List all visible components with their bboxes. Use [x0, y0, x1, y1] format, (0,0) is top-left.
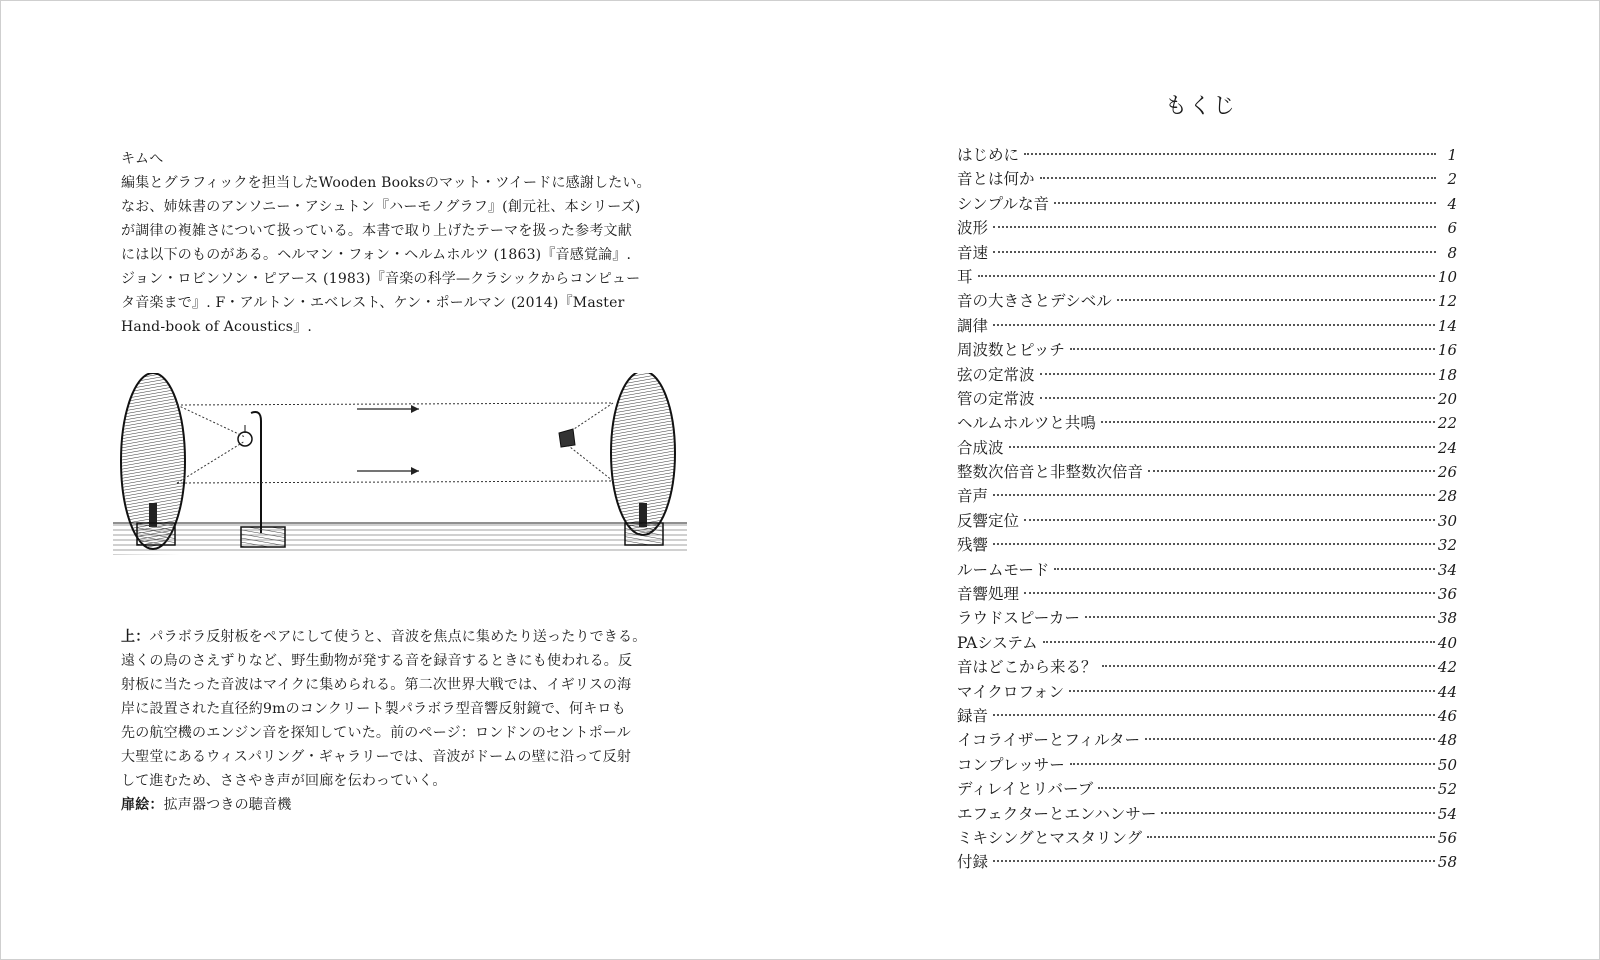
toc-entry-label: 付録	[957, 853, 989, 872]
toc-entry-label: ルームモード	[957, 560, 1050, 579]
toc-entry[interactable]	[957, 558, 1457, 582]
toc-entry-label: コンプレッサー	[957, 755, 1065, 774]
toc-leader-dots	[1024, 519, 1435, 521]
toc-leader-dots	[1024, 592, 1435, 594]
toc-leader-dots	[1069, 690, 1435, 692]
toc-page-number: 56	[1437, 828, 1457, 847]
toc-page-number: 26	[1437, 463, 1457, 482]
toc-page-number: 52	[1437, 780, 1457, 799]
caption-line: 岸に設置された直径約9mのコンクリート製パラボラ型音響反射鏡で、何キロも	[121, 701, 626, 717]
toc-leader-dots	[1040, 177, 1436, 179]
toc-entry[interactable]	[957, 728, 1457, 752]
dedication-line: タ音楽まで』. F・アルトン・エベレスト、ケン・ポールマン (2014)『Master	[121, 295, 625, 311]
toc-entry[interactable]	[957, 387, 1457, 411]
toc-entry-label: ラウドスピーカー	[957, 609, 1080, 628]
toc-page-number: 40	[1437, 633, 1457, 652]
toc-entry[interactable]	[957, 533, 1457, 557]
caption-line: 先の航空機のエンジン音を探知していた。前のページ：ロンドンのセントポール	[121, 725, 631, 741]
toc-entry[interactable]	[957, 655, 1457, 679]
toc-entry[interactable]	[957, 436, 1457, 460]
toc-entry-label: 管の定常波	[957, 389, 1035, 408]
toc-entry[interactable]	[957, 265, 1457, 289]
toc-entry-label: 整数次倍音と非整数次倍音	[957, 463, 1144, 482]
caption-endpaper-text: 拡声器つきの聴音機	[163, 797, 292, 813]
left-page	[1, 1, 801, 960]
toc-leader-dots	[993, 543, 1435, 545]
toc-entry-label: はじめに	[957, 146, 1020, 164]
toc-entry-label: 反響定位	[957, 511, 1020, 530]
dedication-line: Hand-book of Acoustics』.	[121, 319, 313, 335]
toc-entry-label: ディレイとリバーブ	[957, 780, 1094, 799]
toc-entry-label: シンプルな音	[957, 194, 1049, 213]
toc-page-number: 58	[1437, 853, 1457, 872]
table-of-contents	[957, 143, 1457, 875]
dedication-line: なお、姉妹書のアンソニー・アシュトン『ハーモノグラフ』(創元社、本シリーズ)	[121, 199, 641, 215]
toc-page-number: 10	[1437, 267, 1457, 286]
toc-leader-dots	[993, 251, 1436, 253]
toc-entry[interactable]	[957, 802, 1457, 826]
toc-page-number: 38	[1437, 609, 1457, 628]
dedication-line: ジョン・ロビンソン・ピアース (1983)『音楽の科学—クラシックからコンピュー	[121, 271, 641, 287]
dedication-line: が調律の複雑さについて扱っている。本書で取り上げたテーマを扱った参考文献	[121, 223, 632, 239]
toc-leader-dots	[1054, 202, 1436, 204]
toc-entry-label: エフェクターとエンハンサー	[957, 804, 1157, 823]
toc-page-number: 48	[1437, 731, 1457, 750]
toc-entry-label: 残響	[957, 536, 989, 555]
toc-page-number: 50	[1437, 755, 1457, 774]
toc-entry-label: 調律	[957, 316, 989, 335]
toc-leader-dots	[1040, 373, 1435, 375]
toc-entry[interactable]	[957, 143, 1457, 167]
toc-page-number: 42	[1437, 658, 1457, 677]
toc-entry-label: マイクロフォン	[957, 682, 1065, 701]
toc-leader-dots	[1148, 470, 1435, 472]
toc-entry[interactable]	[957, 338, 1457, 362]
parabolic-reflectors-engraving	[113, 373, 687, 573]
caption-line	[121, 793, 683, 817]
dedication-text	[121, 147, 681, 339]
toc-entry[interactable]	[957, 216, 1457, 240]
toc-entry-label: イコライザーとフィルター	[957, 731, 1141, 750]
toc-entry[interactable]	[957, 704, 1457, 728]
toc-entry[interactable]	[957, 509, 1457, 533]
toc-page-number: 46	[1437, 706, 1457, 725]
toc-leader-dots	[1098, 787, 1435, 789]
toc-entry[interactable]	[957, 753, 1457, 777]
toc-entry[interactable]	[957, 411, 1457, 435]
toc-entry[interactable]	[957, 192, 1457, 216]
toc-page-number: 44	[1437, 682, 1457, 701]
toc-entry[interactable]	[957, 167, 1457, 191]
toc-entry-label: 音とは何か	[957, 170, 1035, 189]
toc-leader-dots	[993, 860, 1435, 862]
toc-leader-dots	[1147, 836, 1435, 838]
toc-page-number: 30	[1437, 511, 1457, 530]
toc-entry[interactable]	[957, 606, 1457, 630]
dedication-line: には以下のものがある。ヘルマン・フォン・ヘルムホルツ (1863)『音感覚論』.	[121, 247, 632, 263]
toc-page-number: 22	[1437, 414, 1457, 433]
toc-page-number: 6	[1447, 219, 1457, 238]
toc-entry[interactable]	[957, 363, 1457, 387]
toc-entry[interactable]	[957, 582, 1457, 606]
caption-line: 遠くの鳥のさえずりなど、野生動物が発する音を録音するときにも使われる。反	[121, 653, 633, 669]
toc-leader-dots	[1117, 299, 1435, 301]
toc-page-number: 1	[1447, 146, 1457, 164]
toc-leader-dots	[1070, 763, 1435, 765]
toc-leader-dots	[1161, 812, 1435, 814]
caption-text: パラボラ反射板をペアにして使うと、音波を焦点に集めたり送ったりできる。	[149, 629, 647, 645]
toc-page-number: 4	[1447, 194, 1457, 213]
dedication-line: キムへ	[121, 151, 164, 167]
toc-leader-dots	[1040, 397, 1435, 399]
toc-title: もくじ	[1164, 94, 1237, 119]
toc-entry-label: 録音	[957, 706, 989, 725]
toc-page-number: 34	[1437, 560, 1457, 579]
toc-entry-label: ミキシングとマスタリング	[957, 828, 1143, 847]
toc-entry[interactable]	[957, 289, 1457, 313]
toc-entry-label: 音声	[957, 487, 989, 506]
toc-leader-dots	[1145, 738, 1435, 740]
toc-entry-label: 合成波	[957, 438, 1004, 457]
toc-leader-dots	[993, 714, 1435, 716]
caption-endpaper-label: 扉絵：	[121, 797, 164, 813]
toc-page-number: 20	[1437, 389, 1457, 408]
toc-leader-dots	[993, 226, 1436, 228]
toc-entry-label: 音はどこから来る？	[957, 658, 1097, 677]
toc-entry-label: 音の大きさとデシベル	[957, 292, 1112, 311]
toc-leader-dots	[1085, 616, 1435, 618]
toc-entry[interactable]	[957, 777, 1457, 801]
toc-entry[interactable]	[957, 826, 1457, 850]
toc-leader-dots	[1054, 568, 1435, 570]
toc-entry[interactable]	[957, 631, 1457, 655]
toc-page-number: 16	[1437, 341, 1457, 360]
toc-page-number: 28	[1437, 487, 1457, 506]
toc-page-number: 54	[1437, 804, 1457, 823]
toc-page-number: 2	[1447, 170, 1457, 189]
dedication-line: 編集とグラフィックを担当したWooden Booksのマット・ツイードに感謝したい。	[121, 175, 651, 191]
toc-entry[interactable]	[957, 241, 1457, 265]
toc-page-number: 24	[1437, 438, 1457, 457]
caption-line: 射板に当たった音波はマイクに集められる。第二次世界大戦では、イギリスの海	[121, 677, 632, 693]
toc-entry-label: 耳	[957, 267, 973, 286]
toc-page-number: 36	[1437, 585, 1457, 604]
toc-entry[interactable]	[957, 314, 1457, 338]
caption-line	[121, 625, 683, 649]
toc-entry-label: 音響処理	[957, 585, 1020, 604]
illustration-caption	[121, 625, 683, 817]
toc-entry-label: PAシステム	[957, 633, 1038, 652]
caption-top-label: 上：	[121, 629, 150, 645]
toc-leader-dots	[1102, 665, 1435, 667]
toc-entry[interactable]	[957, 680, 1457, 704]
toc-entry-label: 波形	[957, 219, 989, 238]
toc-entry[interactable]	[957, 460, 1457, 484]
toc-page-number: 12	[1437, 292, 1457, 311]
toc-entry-label: 周波数とピッチ	[957, 341, 1065, 360]
toc-leader-dots	[993, 494, 1435, 496]
toc-leader-dots	[993, 324, 1435, 326]
toc-page-number: 18	[1437, 365, 1457, 384]
caption-line: 大聖堂にあるウィスパリング・ギャラリーでは、音波がドームの壁に沿って反射	[121, 749, 632, 765]
toc-page-number: 14	[1437, 316, 1457, 335]
toc-entry-label: ヘルムホルツと共鳴	[957, 414, 1096, 433]
toc-page-number: 8	[1447, 243, 1457, 262]
toc-entry-label: 音速	[957, 243, 989, 262]
toc-leader-dots	[1101, 421, 1435, 423]
toc-leader-dots	[1043, 641, 1435, 643]
toc-entry[interactable]	[957, 850, 1457, 874]
toc-entry-label: 弦の定常波	[957, 365, 1035, 384]
toc-leader-dots	[1024, 153, 1436, 155]
toc-leader-dots	[978, 275, 1435, 277]
toc-leader-dots	[1009, 446, 1435, 448]
toc-leader-dots	[1070, 348, 1435, 350]
toc-entry[interactable]	[957, 484, 1457, 508]
toc-page-number: 32	[1437, 536, 1457, 555]
right-page	[801, 1, 1600, 960]
caption-line: して進むため、ささやき声が回廊を伝わっていく。	[121, 773, 447, 789]
